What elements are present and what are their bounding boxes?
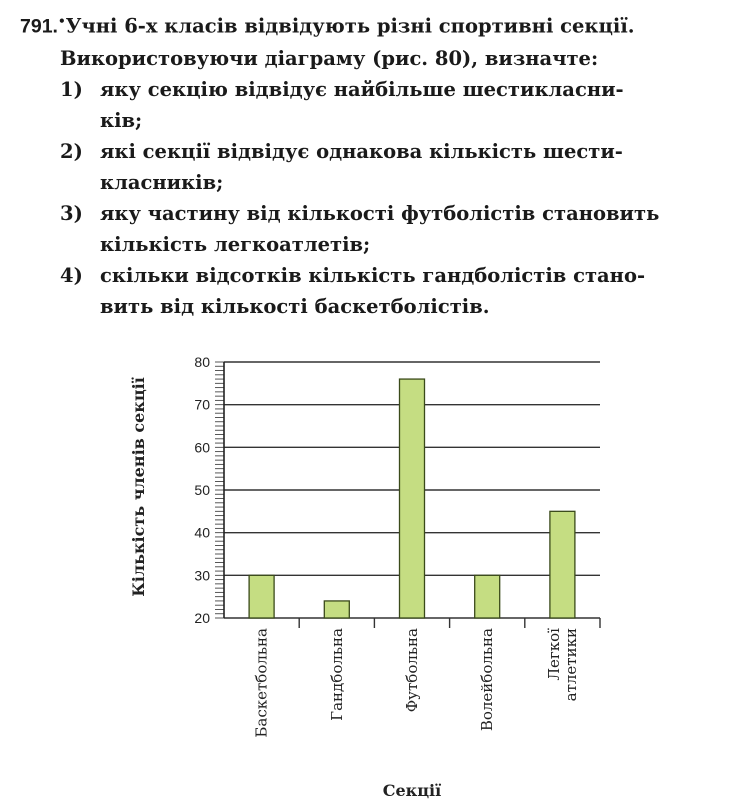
x-tick-label: Футбольна	[403, 628, 421, 713]
x-tick-label: Гандбольна	[327, 628, 346, 721]
difficulty-marker: •	[57, 14, 66, 28]
y-tick-label: 30	[194, 567, 210, 584]
bar	[475, 575, 500, 618]
question-4-continuation: вить від кількості баскетболістів.	[100, 294, 490, 318]
x-axis-title: Секції	[382, 781, 442, 800]
y-tick-label: 40	[194, 524, 210, 541]
bar	[550, 511, 575, 618]
problem-statement: Учні 6-х класів відвідують різні спортивні секції.	[65, 14, 635, 38]
question-2-continuation: класників;	[100, 170, 224, 194]
question-number: 3)	[60, 201, 83, 225]
y-tick-label: 20	[194, 610, 210, 626]
question-text: скільки відсотків кількість гандболістів стано-	[100, 263, 646, 287]
question-number: 1)	[60, 77, 83, 101]
problem-number: 791.	[20, 15, 58, 38]
x-tick-label: Баскетбольна	[252, 628, 271, 738]
x-tick-label: атлетики	[561, 628, 580, 702]
bar	[249, 575, 274, 618]
question-text: яку секцію відвідує найбільше шестикласни-	[100, 77, 624, 101]
question-text: які секції відвідує однакова кількість шести-	[100, 139, 623, 163]
question-3-continuation: кількість легкоатлетів;	[100, 232, 371, 256]
question-number: 4)	[60, 263, 83, 287]
x-tick-label: Легкої	[544, 628, 563, 681]
y-tick-label: 50	[194, 482, 210, 498]
question-1-continuation: ків;	[100, 108, 143, 132]
y-tick-label: 70	[194, 396, 210, 413]
question-number: 2)	[60, 139, 83, 163]
bar	[324, 601, 349, 618]
y-axis-title: Кількість членів секції	[129, 377, 148, 597]
x-tick-label: Волейбольна	[478, 628, 497, 732]
y-tick-label: 60	[194, 439, 210, 456]
problem-line-2: Використовуючи діаграму (рис. 80), визначте:	[60, 46, 599, 70]
y-tick-label: 80	[194, 354, 210, 370]
question-text: яку частину від кількості футболістів становить	[100, 201, 660, 225]
bar	[400, 379, 425, 618]
